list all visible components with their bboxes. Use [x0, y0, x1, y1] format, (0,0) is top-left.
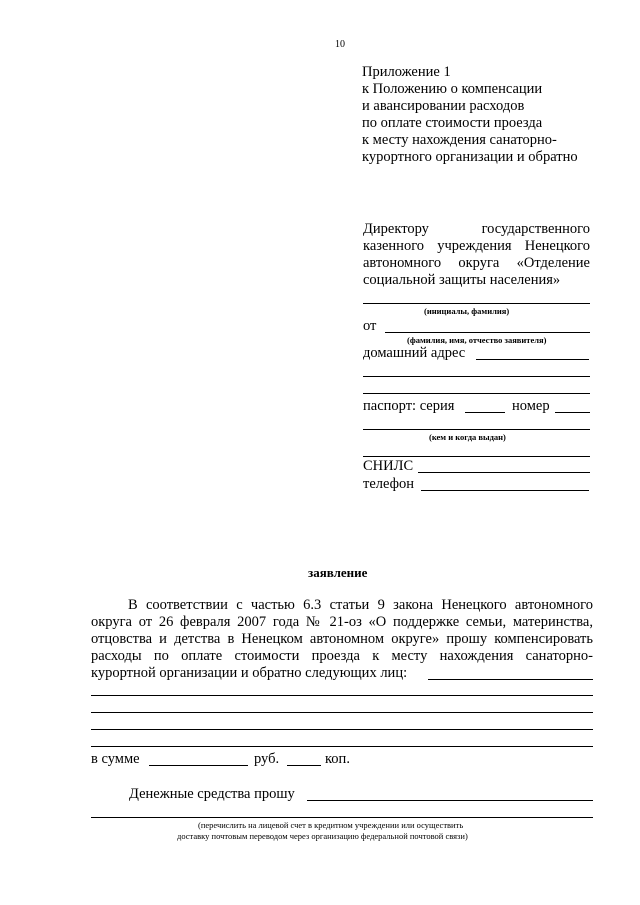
addressee-line: Директору государственного [363, 221, 590, 237]
appendix-line: Приложение 1 [362, 64, 451, 80]
paragraph-line: В соответствии с частью 6.3 статьи 9 закона Ненецкого автономного [128, 597, 593, 613]
address-field[interactable] [476, 359, 589, 360]
snils-field[interactable] [418, 472, 590, 473]
paragraph-line: округа от 26 февраля 2007 года № 21-оз «О поддержке семьи, материнства, [91, 614, 593, 630]
persons-field-5[interactable] [91, 746, 593, 747]
passport-number-field[interactable] [555, 412, 590, 413]
initials-line[interactable] [363, 303, 590, 304]
passport-series-field[interactable] [465, 412, 505, 413]
appendix-line: курортного организации и обратно [362, 149, 578, 165]
money-method-field-2[interactable] [91, 817, 593, 818]
addressee-line: казенного учреждения Ненецкого [363, 238, 590, 254]
persons-field-4[interactable] [91, 729, 593, 730]
sum-kop-field[interactable] [287, 765, 321, 766]
appendix-line: к месту нахождения санаторно- [362, 132, 557, 148]
passport-issued-field-2[interactable] [363, 456, 590, 457]
passport-series-label: паспорт: серия [363, 398, 455, 414]
appendix-line: к Положению о компенсации [362, 81, 543, 97]
caption-money: (перечислить на лицевой счет в кредитном учреждении или осуществить [198, 820, 464, 830]
money-method-field[interactable] [307, 800, 593, 801]
sum-label: в сумме [91, 751, 140, 767]
document-title: заявление [308, 565, 368, 580]
from-label: от [363, 318, 377, 334]
persons-field-2[interactable] [91, 695, 593, 696]
from-field[interactable] [385, 332, 590, 333]
kop-label: коп. [325, 751, 350, 767]
paragraph-line: курортной организации и обратно следующих лиц: [91, 665, 408, 681]
addressee-line: автономного округа «Отделение [363, 255, 590, 271]
money-label: Денежные средства прошу [129, 786, 295, 802]
address-field-2[interactable] [363, 376, 590, 377]
passport-issued-field[interactable] [363, 429, 590, 430]
paragraph-line: отцовства и детства в Ненецком автономном округе» прошу компенсировать [91, 631, 593, 647]
passport-number-label: номер [512, 398, 550, 414]
phone-label: телефон [363, 476, 415, 492]
page-number: 10 [335, 39, 345, 50]
address-label: домашний адрес [363, 345, 466, 361]
snils-label: СНИЛС [363, 458, 414, 474]
persons-field[interactable] [428, 679, 593, 680]
address-field-3[interactable] [363, 393, 590, 394]
caption-fio: (фамилия, имя, отчество заявителя) [407, 335, 547, 345]
sum-rub-field[interactable] [149, 765, 248, 766]
persons-field-3[interactable] [91, 712, 593, 713]
phone-field[interactable] [421, 490, 589, 491]
caption-initials: (инициалы, фамилия) [424, 306, 510, 316]
caption-issued: (кем и когда выдан) [429, 432, 506, 442]
appendix-line: по оплате стоимости проезда [362, 115, 543, 131]
appendix-line: и авансировании расходов [362, 98, 525, 114]
paragraph-line: расходы по оплате стоимости проезда к месту нахождения санаторно- [91, 648, 593, 664]
rub-label: руб. [254, 751, 280, 767]
addressee-line: социальной защиты населения» [363, 272, 561, 288]
caption-money-2: доставку почтовым переводом через организацию федеральной почтовой связи) [177, 831, 468, 841]
